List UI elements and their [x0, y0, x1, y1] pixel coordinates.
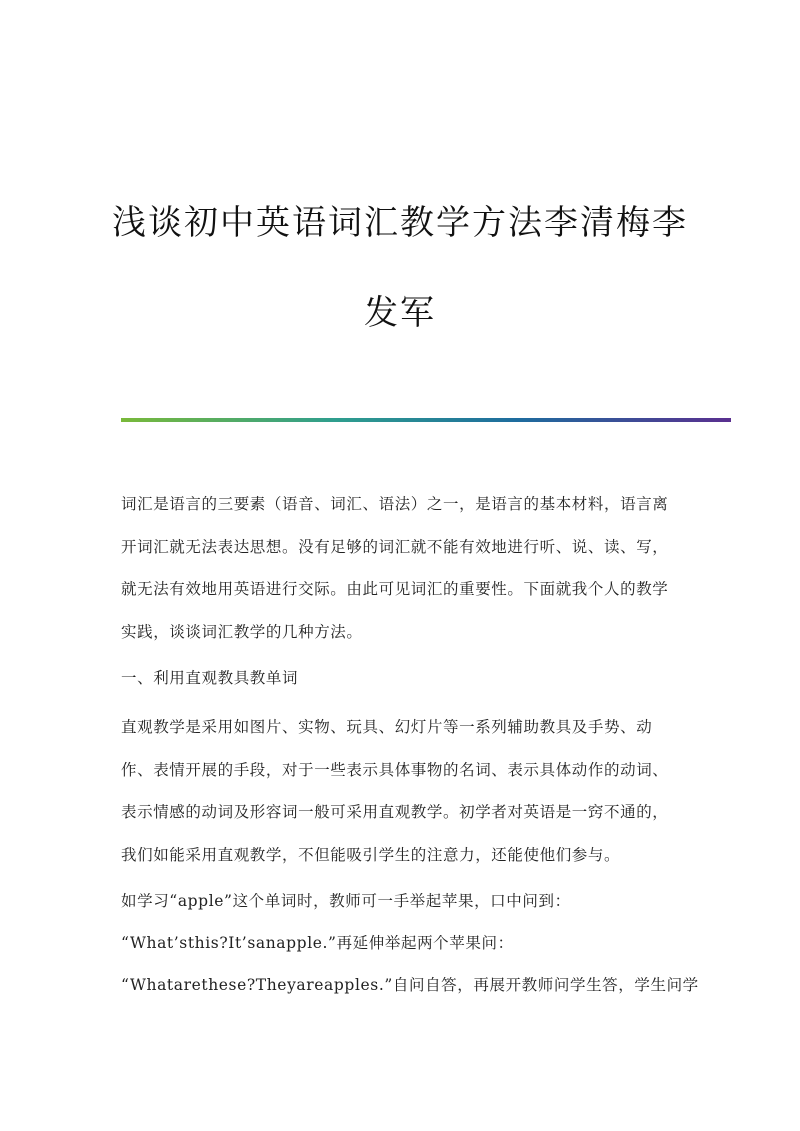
document-title: 浅谈初中英语词汇教学方法李清梅李发军 — [112, 203, 688, 333]
paragraph-dialogue-2: “Whatarethese?Theyareapples.”自问自答，再展开教师问学生答，学生问学 — [121, 976, 699, 994]
section-heading: 一、利用直观教具教单词 — [121, 669, 299, 687]
paragraph-apple-example: 如学习“apple”这个单词时，教师可一手举起苹果，口中问到： — [121, 892, 571, 910]
paragraph-intro: 词汇是语言的三要素（语音、词汇、语法）之一，是语言的基本材料，语言离开词汇就无法表达思想。没有足够的词汇就不能有效地进行听、说、读、写，就无法有效地用英语进行交际。由此可见词汇的重要性。下面就我个人的教学实践，谈谈词汇教学的几种方法。 — [121, 495, 669, 641]
title-divider — [121, 418, 731, 422]
paragraph-visual-teaching: 直观教学是采用如图片、实物、玩具、幻灯片等一系列辅助教具及手势、动作、表情开展的手段，对于一些表示具体事物的名词、表示具体动作的动词、表示情感的动词及形容词一般可采用直观教学。初学者对英语是一窍不通的，我们如能采用直观教学，不但能吸引学生的注意力，还能使他们参与。 — [121, 718, 669, 864]
paragraph-dialogue-1: “What’sthis?It’sanapple.”再延伸举起两个苹果问： — [121, 934, 514, 952]
